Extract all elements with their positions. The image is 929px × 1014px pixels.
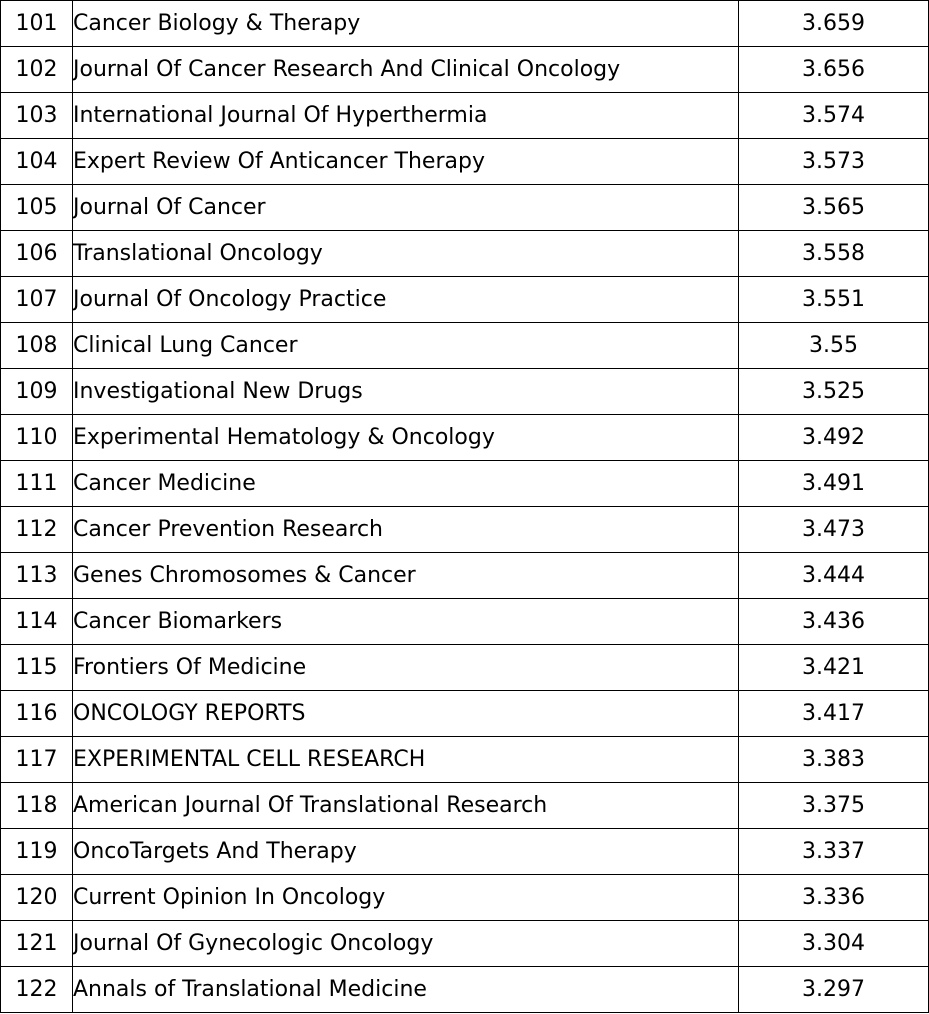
impact-factor-cell: 3.55 xyxy=(739,323,929,369)
impact-factor-cell: 3.375 xyxy=(739,783,929,829)
journal-name-cell: International Journal Of Hyperthermia xyxy=(73,93,739,139)
rank-cell: 114 xyxy=(1,599,73,645)
table-row xyxy=(1,691,929,737)
journal-name-cell: Expert Review Of Anticancer Therapy xyxy=(73,139,739,185)
journal-name-cell: Annals of Translational Medicine xyxy=(73,967,739,1013)
journal-name-cell: Translational Oncology xyxy=(73,231,739,277)
rank-cell: 107 xyxy=(1,277,73,323)
rank-cell: 110 xyxy=(1,415,73,461)
impact-factor-cell: 3.656 xyxy=(739,47,929,93)
table-body xyxy=(1,1,929,1013)
impact-factor-cell: 3.436 xyxy=(739,599,929,645)
table-row xyxy=(1,829,929,875)
impact-factor-cell: 3.473 xyxy=(739,507,929,553)
table-row xyxy=(1,369,929,415)
table-row xyxy=(1,231,929,277)
journal-name-cell: EXPERIMENTAL CELL RESEARCH xyxy=(73,737,739,783)
journal-name-cell: Investigational New Drugs xyxy=(73,369,739,415)
journal-name-cell: Cancer Medicine xyxy=(73,461,739,507)
impact-factor-cell: 3.444 xyxy=(739,553,929,599)
impact-factor-cell: 3.659 xyxy=(739,1,929,47)
journal-name-cell: Journal Of Cancer Research And Clinical Oncology xyxy=(73,47,739,93)
journal-name-cell: Cancer Biology & Therapy xyxy=(73,1,739,47)
table-row xyxy=(1,507,929,553)
impact-factor-cell: 3.573 xyxy=(739,139,929,185)
table-row xyxy=(1,645,929,691)
table-row xyxy=(1,921,929,967)
rank-cell: 119 xyxy=(1,829,73,875)
table-row xyxy=(1,553,929,599)
impact-factor-cell: 3.304 xyxy=(739,921,929,967)
rank-cell: 108 xyxy=(1,323,73,369)
rank-cell: 112 xyxy=(1,507,73,553)
journal-name-cell: Cancer Biomarkers xyxy=(73,599,739,645)
table-row xyxy=(1,737,929,783)
rank-cell: 111 xyxy=(1,461,73,507)
journal-name-cell: Clinical Lung Cancer xyxy=(73,323,739,369)
table-row xyxy=(1,323,929,369)
table-row xyxy=(1,783,929,829)
impact-factor-cell: 3.421 xyxy=(739,645,929,691)
table-row xyxy=(1,277,929,323)
table-row xyxy=(1,875,929,921)
rank-cell: 101 xyxy=(1,1,73,47)
rank-cell: 118 xyxy=(1,783,73,829)
table-row xyxy=(1,415,929,461)
impact-factor-cell: 3.417 xyxy=(739,691,929,737)
rank-cell: 121 xyxy=(1,921,73,967)
table-row xyxy=(1,461,929,507)
rank-cell: 102 xyxy=(1,47,73,93)
journal-name-cell: Cancer Prevention Research xyxy=(73,507,739,553)
impact-factor-cell: 3.337 xyxy=(739,829,929,875)
table-row xyxy=(1,185,929,231)
journal-name-cell: Journal Of Cancer xyxy=(73,185,739,231)
table-row xyxy=(1,599,929,645)
table-row xyxy=(1,47,929,93)
journal-name-cell: Journal Of Oncology Practice xyxy=(73,277,739,323)
impact-factor-cell: 3.558 xyxy=(739,231,929,277)
rank-cell: 103 xyxy=(1,93,73,139)
rank-cell: 122 xyxy=(1,967,73,1013)
rank-cell: 105 xyxy=(1,185,73,231)
impact-factor-cell: 3.565 xyxy=(739,185,929,231)
table-row xyxy=(1,139,929,185)
journal-name-cell: Journal Of Gynecologic Oncology xyxy=(73,921,739,967)
rank-cell: 104 xyxy=(1,139,73,185)
table-row xyxy=(1,967,929,1013)
journal-name-cell: Current Opinion In Oncology xyxy=(73,875,739,921)
impact-factor-cell: 3.491 xyxy=(739,461,929,507)
impact-factor-cell: 3.336 xyxy=(739,875,929,921)
impact-factor-cell: 3.492 xyxy=(739,415,929,461)
impact-factor-cell: 3.525 xyxy=(739,369,929,415)
journal-name-cell: ONCOLOGY REPORTS xyxy=(73,691,739,737)
impact-factor-cell: 3.551 xyxy=(739,277,929,323)
journal-name-cell: OncoTargets And Therapy xyxy=(73,829,739,875)
impact-factor-cell: 3.574 xyxy=(739,93,929,139)
rank-cell: 117 xyxy=(1,737,73,783)
table-row xyxy=(1,1,929,47)
rank-cell: 113 xyxy=(1,553,73,599)
rank-cell: 120 xyxy=(1,875,73,921)
rank-cell: 115 xyxy=(1,645,73,691)
rank-cell: 116 xyxy=(1,691,73,737)
journal-name-cell: Genes Chromosomes & Cancer xyxy=(73,553,739,599)
journal-name-cell: American Journal Of Translational Research xyxy=(73,783,739,829)
impact-factor-cell: 3.297 xyxy=(739,967,929,1013)
journal-name-cell: Frontiers Of Medicine xyxy=(73,645,739,691)
rank-cell: 106 xyxy=(1,231,73,277)
rank-cell: 109 xyxy=(1,369,73,415)
journal-name-cell: Experimental Hematology & Oncology xyxy=(73,415,739,461)
impact-factor-cell: 3.383 xyxy=(739,737,929,783)
table-row xyxy=(1,93,929,139)
